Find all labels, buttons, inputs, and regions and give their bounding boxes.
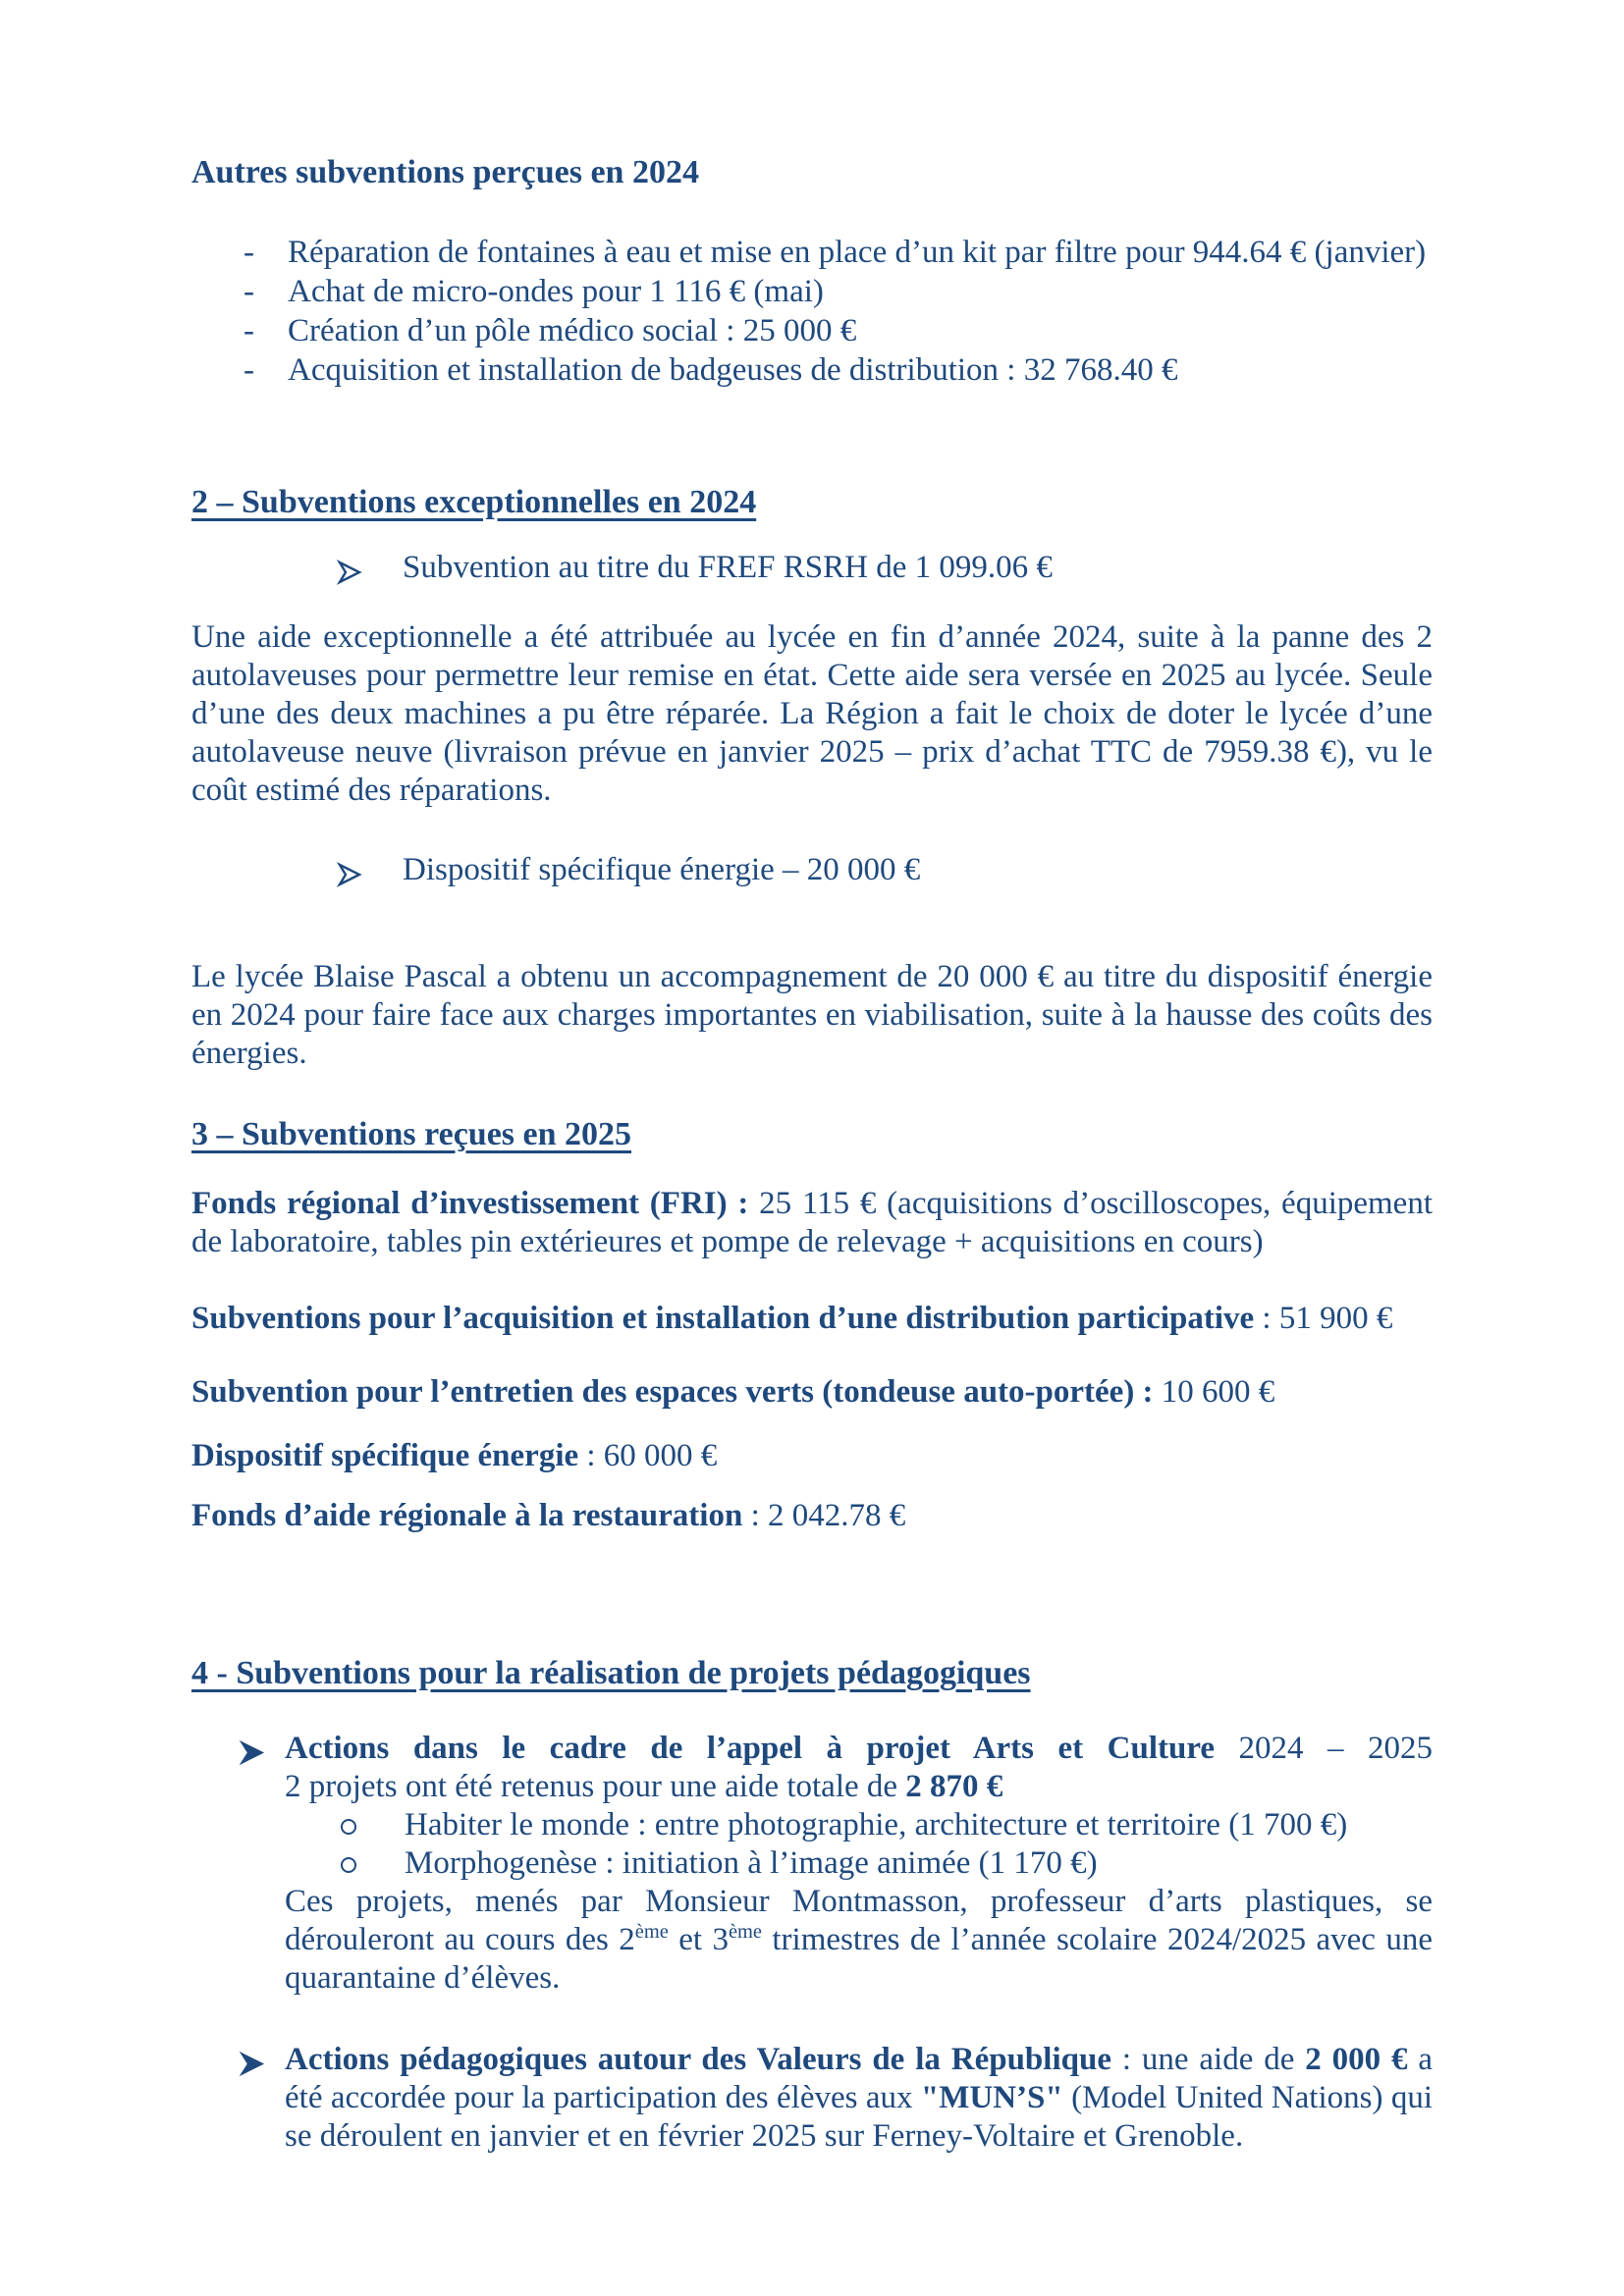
arts-total-line bbox=[285, 1768, 1433, 1806]
republique-text: a été accordée pour la participation des élèves aux bbox=[285, 2042, 1433, 2115]
arts-title-bold: Actions dans le cadre de l’appel à projet Arts et Culture bbox=[285, 1731, 1216, 1766]
list-item bbox=[191, 272, 1433, 311]
sub-item-text: Morphogenèse : initiation à l’image animée (1 170 €) bbox=[405, 1845, 1098, 1881]
list-item-text: Réparation de fontaines à eau et mise en place d’un kit par filtre pour 944.64 € (janvier) bbox=[288, 235, 1427, 270]
paragraph-valeurs-republique bbox=[285, 2041, 1433, 2156]
arrow-list-item-fref bbox=[191, 549, 1433, 587]
dash-bullet-icon: - bbox=[244, 235, 254, 270]
line-espaces-verts bbox=[191, 1373, 1433, 1412]
arrow-bullet-icon bbox=[239, 2049, 265, 2087]
line-label: Fonds d’aide régionale à la restauration bbox=[191, 1498, 743, 1533]
list-item bbox=[191, 311, 1433, 350]
arts-total-amount: 2 870 € bbox=[905, 1769, 1003, 1804]
ces-projets-text: Ces projets, menés par Monsieur Montmasson, professeur d’arts plastiques, se dérouleront au cours des 2 bbox=[285, 1884, 1433, 1957]
line-distribution-participative bbox=[191, 1300, 1433, 1338]
list-item bbox=[191, 350, 1433, 390]
sub-list-item bbox=[285, 1844, 1433, 1883]
paragraph-dispositif-energie: Le lycée Blaise Pascal a obtenu un accompagnement de 20 000 € au titre du dispositif énergie en 2024 pour faire face aux charges importantes en viabilisation, suite à la hausse des coûts des énergies. bbox=[191, 959, 1433, 1071]
line-value: 10 600 € bbox=[1153, 1374, 1275, 1410]
circle-bullet-icon bbox=[341, 1857, 356, 1873]
arrow-item-text: Subvention au titre du FREF RSRH de 1 099.06 € bbox=[403, 550, 1053, 585]
list-item-text: Achat de micro-ondes pour 1 116 € (mai) bbox=[288, 274, 824, 309]
line-dispositif-energie bbox=[191, 1437, 1433, 1475]
sub-list-item bbox=[285, 1806, 1433, 1844]
line-value: : 51 900 € bbox=[1254, 1301, 1393, 1336]
republique-bold-title: Actions pédagogiques autour des Valeurs de la République bbox=[285, 2042, 1111, 2077]
line-fri-label: Fonds régional d’investissement (FRI) : bbox=[191, 1186, 749, 1221]
republique-text: (Model United Nations) qui se déroulent en janvier et en février 2025 sur Ferney-Voltaire et Grenoble. bbox=[285, 2080, 1434, 2154]
superscript-eme: ème bbox=[634, 1921, 669, 1943]
paragraph-aide-exceptionnelle: Une aide exceptionnelle a été attribuée au lycée en fin d’année 2024, suite à la panne des 2 autolaveuses pour permettre leur remise en état. Cette aide sera versée en 2025 au lycée. Seule d’une des deux machines a pu être réparée. La Région a fait le choix de doter le lycée d’une autolaveuse neuve (livraison prévue en janvier 2025 – prix d’achat TTC de 7959.38 €), vu le coût estimé des réparations. bbox=[191, 619, 1433, 808]
heading-autres-subventions: Autres subventions perçues en 2024 bbox=[191, 154, 699, 190]
dash-bullet-icon: - bbox=[244, 313, 254, 348]
heading-section2: 2 – Subventions exceptionnelles en 2024 bbox=[191, 484, 757, 520]
superscript-eme: ème bbox=[728, 1921, 762, 1943]
list-item bbox=[191, 233, 1433, 272]
line-label: Subvention pour l’entretien des espaces verts (tondeuse auto-portée) : bbox=[191, 1374, 1154, 1410]
arrow-bullet-icon bbox=[239, 1737, 265, 1776]
republique-muns: "MUN’S" bbox=[920, 2080, 1063, 2115]
heading-section4: 4 - Subventions pour la réalisation de projets pédagogiques bbox=[191, 1655, 1031, 1691]
line-fonds-restauration bbox=[191, 1497, 1433, 1535]
line-label: Subventions pour l’acquisition et installation d’une distribution participative bbox=[191, 1301, 1255, 1336]
ces-projets-text: trimestres de l’année scolaire 2024/2025 avec une quarantaine d’élèves. bbox=[285, 1922, 1433, 1996]
line-fri-value: 25 115 € (acquisitions d’oscilloscopes, équipement de laboratoire, tables pin extérieures et pompe de relevage + acquisitions en cours) bbox=[191, 1186, 1434, 1259]
list-item-text: Acquisition et installation de badgeuses de distribution : 32 768.40 € bbox=[288, 352, 1178, 388]
arrow-item-text: Dispositif spécifique énergie – 20 000 € bbox=[403, 852, 921, 887]
sub-item-text: Habiter le monde : entre photographie, architecture et territoire (1 700 €) bbox=[405, 1807, 1348, 1842]
ces-projets-text: et 3 bbox=[668, 1922, 729, 1957]
arts-title-line bbox=[285, 1730, 1433, 1768]
line-label: Dispositif spécifique énergie bbox=[191, 1438, 579, 1473]
arts-total-text: 2 projets ont été retenus pour une aide totale de bbox=[285, 1769, 906, 1804]
line-fri bbox=[191, 1185, 1433, 1261]
arrow-block-arts-culture bbox=[191, 1730, 1433, 1998]
republique-amount: 2 000 € bbox=[1305, 2042, 1408, 2077]
heading-section3: 3 – Subventions reçues en 2025 bbox=[191, 1116, 632, 1152]
bullet-list-autres bbox=[191, 233, 1433, 390]
arrow-bullet-icon bbox=[337, 557, 362, 595]
arts-title-years: 2024 – 2025 bbox=[1215, 1731, 1434, 1766]
arrow-block-valeurs-republique bbox=[191, 2041, 1433, 2156]
dash-bullet-icon: - bbox=[244, 352, 254, 388]
line-value: : 2 042.78 € bbox=[742, 1498, 906, 1533]
paragraph-ces-projets bbox=[285, 1883, 1433, 1998]
circle-bullet-icon bbox=[341, 1819, 356, 1835]
list-item-text: Création d’un pôle médico social : 25 000 € bbox=[288, 313, 857, 348]
dash-bullet-icon: - bbox=[244, 274, 254, 309]
line-value: : 60 000 € bbox=[578, 1438, 718, 1473]
arrow-list-item-energie bbox=[191, 851, 1433, 889]
arrow-bullet-icon bbox=[337, 859, 362, 897]
republique-text: : une aide de bbox=[1110, 2042, 1306, 2077]
